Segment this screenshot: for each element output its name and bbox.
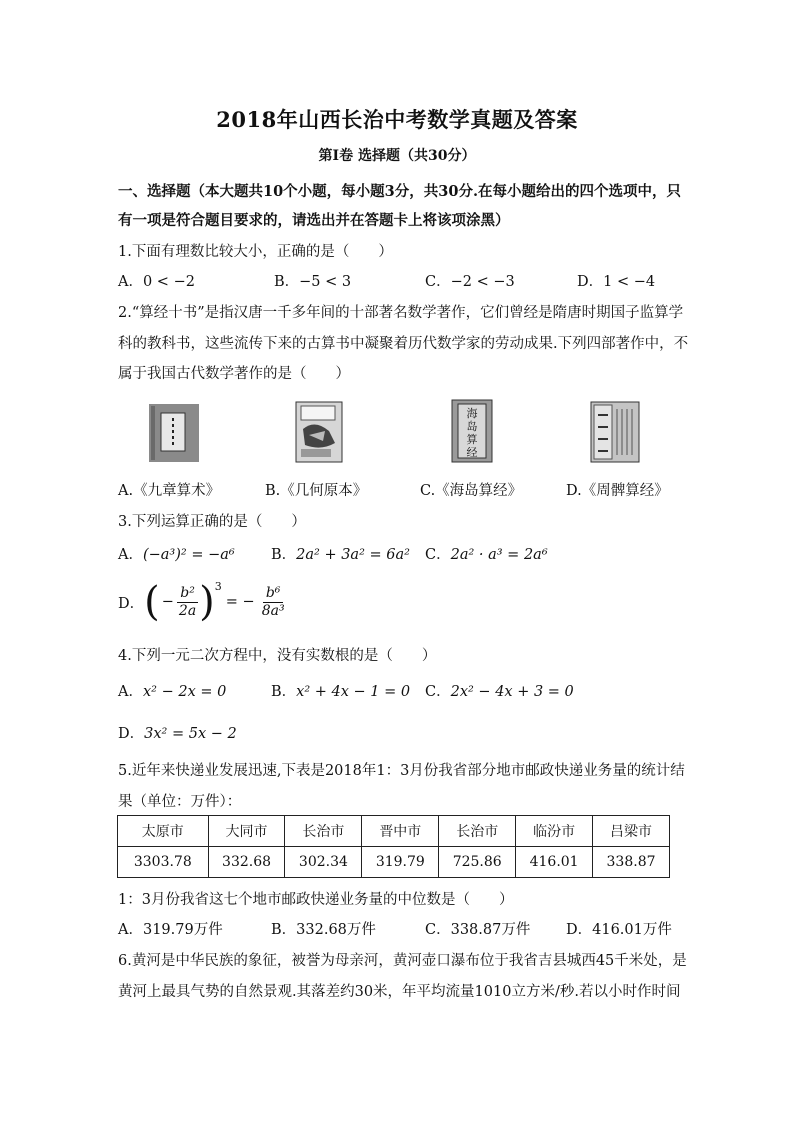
q4-option-d xyxy=(118,722,237,743)
q3-d-fraction-left xyxy=(176,585,199,620)
question-5-question: 1：3月份我省这七个地市邮政快递业务量的中位数是（ ） xyxy=(118,892,514,908)
q4-option-a xyxy=(118,680,226,701)
q2-option-d: D.《周髀算经》 xyxy=(566,483,669,499)
table-row xyxy=(118,847,670,878)
fraction-numerator: b² xyxy=(177,585,198,603)
q4-option-c-label: C． xyxy=(425,684,451,700)
q1-option-a: A．0 < −2 xyxy=(118,274,195,290)
question-4-stem: 4.下列一元二次方程中，没有实数根的是（ ） xyxy=(118,648,437,664)
page-title: 2018年山西长治中考数学真题及答案 xyxy=(216,107,578,132)
book-cover-jiuzhang-image xyxy=(148,403,200,463)
q2-option-b: B.《几何原本》 xyxy=(265,483,368,499)
question-6-line1: 6.黄河是中华民族的象征，被誉为母亲河，黄河壶口瀑布位于我省吉县城西45千米处，是 xyxy=(118,953,687,969)
table-header-cell: 晋中市 xyxy=(362,816,439,847)
q2-option-a: A.《九章算术》 xyxy=(118,483,221,499)
table-cell: 302.34 xyxy=(285,847,362,878)
q1-option-d: D．1 < −4 xyxy=(577,274,656,290)
q5-option-a: A．319.79万件 xyxy=(118,922,223,938)
right-paren: ) xyxy=(199,579,215,625)
fraction-denominator: 8a³ xyxy=(261,602,285,619)
fraction-numerator: b⁶ xyxy=(263,585,284,603)
table-cell: 3303.78 xyxy=(118,847,209,878)
q4-option-d-expr: 3x² = 5x − 2 xyxy=(144,726,237,742)
q3-option-a-label: A． xyxy=(118,547,143,563)
q3-d-fraction-right xyxy=(259,585,288,620)
left-paren: ( xyxy=(144,579,160,625)
q3-option-b-expr: 2a² + 3a² = 6a² xyxy=(296,547,410,563)
table-header-cell: 长治市 xyxy=(285,816,362,847)
section-instructions-line2: 有一项是符合题目要求的，请选出并在答题卡上将该项涂黑） xyxy=(118,212,510,229)
svg-text:经: 经 xyxy=(466,446,478,459)
q3-option-b-label: B． xyxy=(271,547,297,563)
table-header-cell: 长治市 xyxy=(439,816,516,847)
section-instructions-line1: 一、选择题（本大题共10个小题，每小题3分，共30分.在每小题给出的四个选项中，只 xyxy=(118,183,681,200)
q4-option-b-expr: x² + 4x − 1 = 0 xyxy=(296,684,411,700)
table-cell: 725.86 xyxy=(439,847,516,878)
question-3-stem: 3.下列运算正确的是（ ） xyxy=(118,514,306,530)
table-header-cell: 临汾市 xyxy=(516,816,593,847)
table-cell: 338.87 xyxy=(593,847,670,878)
q5-option-c: C．338.87万件 xyxy=(425,922,531,938)
minus-sign: − xyxy=(161,594,174,610)
equals-minus: = − xyxy=(225,594,255,610)
q4-option-a-label: A． xyxy=(118,684,143,700)
question-5-line2: 果（单位：万件）： xyxy=(118,794,242,810)
table-cell: 332.68 xyxy=(208,847,285,878)
table-header-cell: 大同市 xyxy=(208,816,285,847)
q3-option-a xyxy=(118,543,235,564)
q2-option-c: C.《海岛算经》 xyxy=(420,483,523,499)
table-header-cell: 太原市 xyxy=(118,816,209,847)
book-cover-zhoubi-image xyxy=(590,401,640,463)
q3-option-b xyxy=(271,543,410,564)
fraction-denominator: 2a xyxy=(178,602,197,619)
table-cell: 416.01 xyxy=(516,847,593,878)
question-2-line3: 属于我国古代数学著作的是（ ） xyxy=(118,366,350,382)
question-6-line2: 黄河上最具气势的自然景观.其落差约30米，年平均流量1010立方米/秒.若以小时作时间 xyxy=(118,984,681,1000)
q5-option-b: B．332.68万件 xyxy=(271,922,376,938)
question-2-line1: 2.“算经十书”是指汉唐一千多年间的十部著名数学著作，它们曾经是隋唐时期国子监算学 xyxy=(118,305,684,321)
question-2-line2: 科的教科书，这些流传下来的古算书中凝聚着历代数学家的劳动成果.下列四部著作中，不 xyxy=(118,336,689,352)
q3-option-a-expr: (−a³)² = −a⁶ xyxy=(142,547,235,563)
svg-text:海: 海 xyxy=(466,407,478,420)
svg-text:岛: 岛 xyxy=(466,420,478,433)
express-volume-table xyxy=(117,815,670,878)
q5-option-d: D．416.01万件 xyxy=(566,922,672,938)
q1-option-b: B．−5 < 3 xyxy=(274,274,352,290)
q4-option-c xyxy=(425,680,574,701)
table-header-cell: 吕梁市 xyxy=(593,816,670,847)
paper-subtitle: 第Ⅰ卷 选择题（共30分） xyxy=(318,148,476,164)
exponent: 3 xyxy=(214,580,222,593)
table-cell: 319.79 xyxy=(362,847,439,878)
q4-option-a-expr: x² − 2x = 0 xyxy=(142,684,227,700)
q3-option-d-label: D． xyxy=(118,595,145,612)
question-5-line1: 5.近年来快递业发展迅速,下表是2018年1：3月份我省部分地市邮政快递业务量的统计结 xyxy=(118,763,685,779)
table-header-row xyxy=(118,816,670,847)
q4-option-d-label: D． xyxy=(118,726,145,742)
question-1-stem: 1.下面有理数比较大小，正确的是（ ） xyxy=(118,244,393,260)
q4-option-b xyxy=(271,680,410,701)
book-cover-jihe-image xyxy=(295,401,343,463)
q3-option-c xyxy=(425,543,548,564)
q4-option-b-label: B． xyxy=(271,684,297,700)
q3-option-c-expr: 2a² · a³ = 2a⁶ xyxy=(450,547,548,563)
q3-option-d xyxy=(118,579,288,625)
svg-text:算: 算 xyxy=(466,433,478,446)
q3-option-c-label: C． xyxy=(425,547,451,563)
book-cover-haidao-image xyxy=(451,399,493,463)
q1-option-c: C．−2 < −3 xyxy=(425,274,515,290)
q4-option-c-expr: 2x² − 4x + 3 = 0 xyxy=(450,684,574,700)
